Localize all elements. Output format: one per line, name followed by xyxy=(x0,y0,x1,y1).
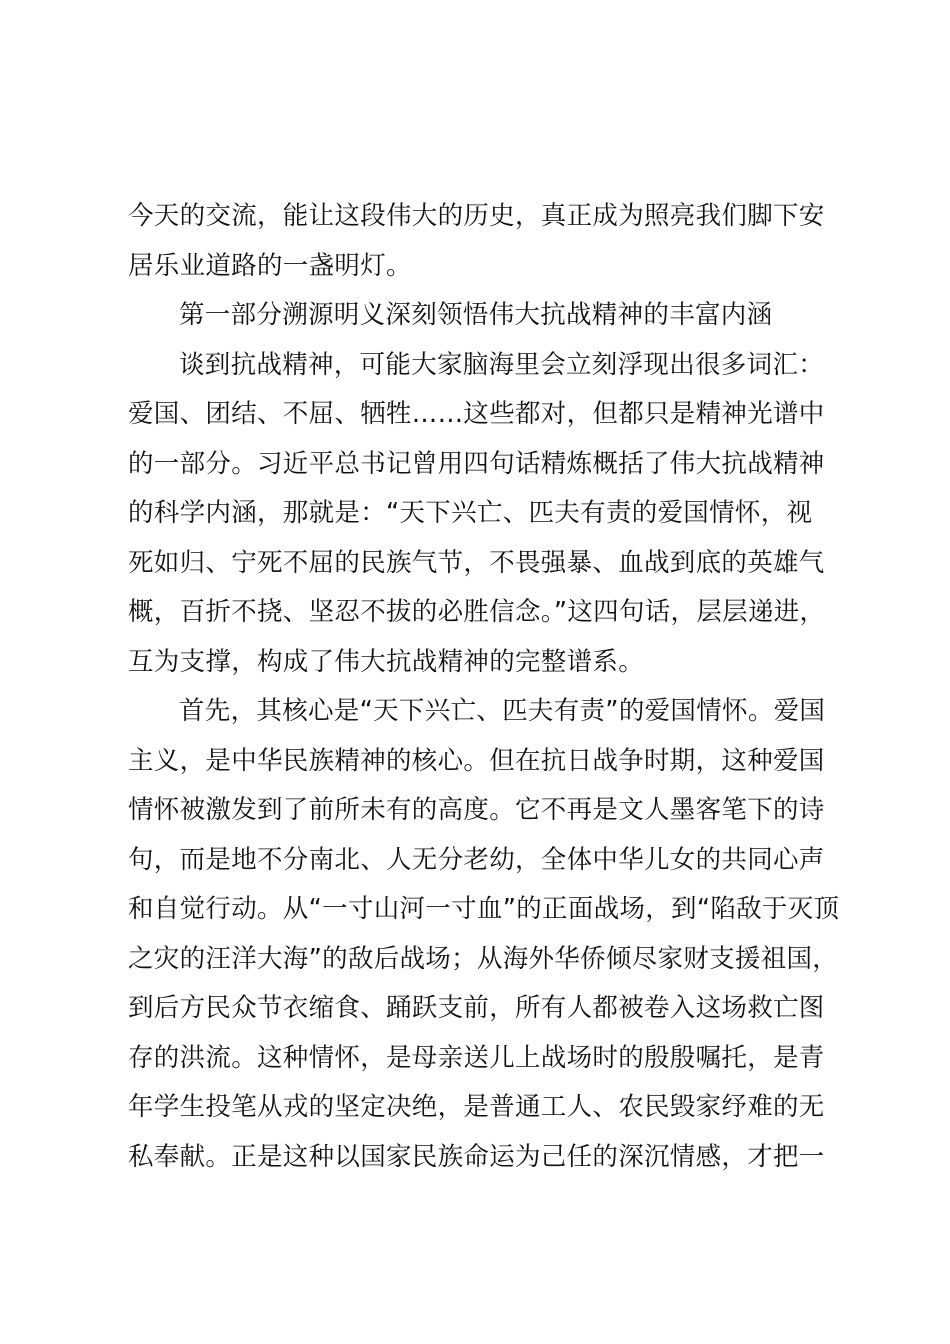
text-line: 情怀被激发到了前所未有的高度。它不再是文人墨客笔下的诗 xyxy=(128,795,825,825)
text-line: 死如归、宁死不屈的民族气节，不畏强暴、血战到底的英雄气 xyxy=(128,547,825,578)
text-line: 存的洪流。这种情怀，是母亲送儿上战场时的殷殷嘱托，是青 xyxy=(128,1042,825,1073)
text-line: 之灾的汪洋大海”的敌后战场；从海外华侨倾尽家财支援祖国， xyxy=(128,943,839,974)
paragraph-first-line: 谈到抗战精神，可能大家脑海里会立刻浮现出很多词汇： xyxy=(179,349,825,380)
text-line: 和自觉行动。从“一寸山河一寸血”的正面战场，到“陷敌于灭顶 xyxy=(128,894,840,924)
text-line: 句，而是地不分南北、人无分老幼，全体中华儿女的共同心声 xyxy=(128,844,825,875)
text-line: 年学生投笔从戎的坚定决绝，是普通工人、农民毁家纾难的无 xyxy=(128,1092,825,1122)
text-line: 到后方民众节衣缩食、踊跃支前，所有人都被卷入这场救亡图 xyxy=(128,993,825,1023)
text-line: 的一部分。习近平总书记曾用四句话精炼概括了伟大抗战精神 xyxy=(128,448,825,479)
section-heading: 第一部分溯源明义深刻领悟伟大抗战精神的丰富内涵 xyxy=(179,300,773,330)
text-line: 的科学内涵，那就是：“天下兴亡、匹夫有责的爱国情怀，视 xyxy=(128,498,813,528)
text-line: 今天的交流，能让这段伟大的历史，真正成为照亮我们脚下安 xyxy=(128,201,825,231)
paragraph-first-line: 首先，其核心是“天下兴亡、匹夫有责”的爱国情怀。爱国 xyxy=(179,696,826,726)
text-line: 爱国、团结、不屈、牺牲……这些都对，但都只是精神光谱中 xyxy=(128,399,825,429)
text-line: 概，百折不挠、坚忍不拔的必胜信念。”这四句话，层层递进， xyxy=(128,597,826,627)
body-text xyxy=(128,192,840,1182)
text-line: 主义，是中华民族精神的核心。但在抗日战争时期，这种爱国 xyxy=(128,745,825,776)
text-line: 私奉献。正是这种以国家民族命运为己任的深沉情感，才把一 xyxy=(128,1141,825,1172)
text-line: 居乐业道路的一盏明灯。 xyxy=(128,250,412,281)
text-line: 互为支撑，构成了伟大抗战精神的完整谱系。 xyxy=(128,646,645,677)
